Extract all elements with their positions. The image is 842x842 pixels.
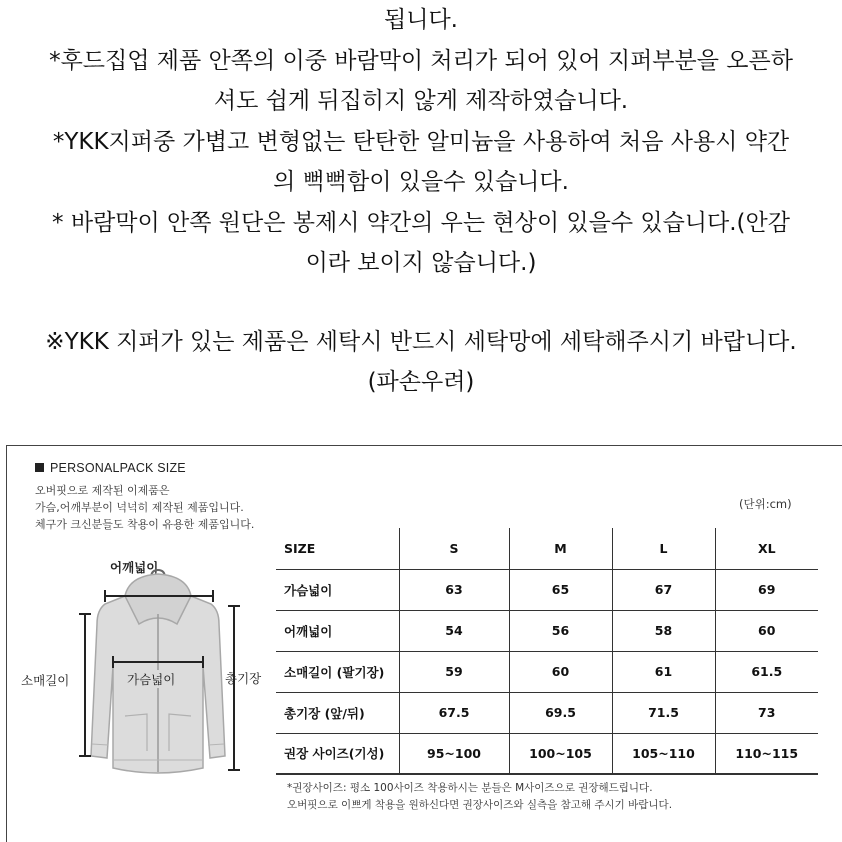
size-table	[276, 528, 818, 775]
note-line: 됩니다.	[384, 7, 458, 33]
table-row	[276, 692, 818, 733]
row-label: 어깨넓이	[276, 610, 399, 651]
table-header-cell: L	[612, 528, 715, 569]
table-header-cell: S	[399, 528, 509, 569]
table-header-cell: M	[509, 528, 612, 569]
table-cell: 69.5	[509, 692, 612, 733]
row-label: 총기장 (앞/뒤)	[276, 692, 399, 733]
table-cell: 67.5	[399, 692, 509, 733]
table-cell: 60	[509, 651, 612, 692]
hoodie-illustration	[7, 546, 277, 842]
row-label: 가슴넓이	[276, 569, 399, 610]
size-chart-title	[35, 461, 186, 475]
size-footnote	[287, 780, 672, 814]
size-chart-title-text: PERSONALPACK SIZE	[50, 461, 186, 475]
table-cell: 54	[399, 610, 509, 651]
table-cell: 73	[715, 692, 818, 733]
note-line: 의 뻑뻑함이 있을수 있습니다.	[273, 169, 569, 195]
length-label: 총기장	[225, 671, 262, 686]
note-line: * 바람막이 안쪽 원단은 봉제시 약간의 우는 현상이 있을수 있습니다.(안감	[52, 209, 790, 236]
sleeve-label: 소매길이	[21, 673, 70, 688]
wash-note-line: ※YKK 지퍼가 있는 제품은 세탁시 반드시 세탁망에 세탁해주시기 바랍니다.	[45, 328, 797, 355]
table-cell: 60	[715, 610, 818, 651]
table-cell: 63	[399, 569, 509, 610]
intro-line: 체구가 크신분들도 착용이 유용한 제품입니다.	[35, 518, 255, 531]
note-line: *후드집업 제품 안쪽의 이중 바람막이 처리가 되어 있어 지퍼부분을 오픈하	[49, 47, 793, 74]
table-cell: 105~110	[612, 733, 715, 774]
table-header-cell: XL	[715, 528, 818, 569]
table-cell: 58	[612, 610, 715, 651]
table-cell: 67	[612, 569, 715, 610]
row-label: 소매길이 (팔기장)	[276, 651, 399, 692]
table-cell: 65	[509, 569, 612, 610]
table-cell: 71.5	[612, 692, 715, 733]
table-row	[276, 733, 818, 774]
table-row	[276, 569, 818, 610]
table-cell: 110~115	[715, 733, 818, 774]
spacer	[0, 284, 842, 322]
square-bullet-icon	[35, 463, 44, 472]
table-cell: 100~105	[509, 733, 612, 774]
intro-line: 가슴,어깨부분이 넉넉히 제작된 제품입니다.	[35, 501, 244, 514]
table-cell: 61	[612, 651, 715, 692]
note-line: 이라 보이지 않습니다.)	[305, 250, 537, 276]
chest-label: 가슴넓이	[127, 672, 176, 687]
note-line: *YKK지퍼중 가볍고 변형없는 탄탄한 알미늄을 사용하여 처음 사용시 약간	[52, 128, 790, 155]
table-cell: 95~100	[399, 733, 509, 774]
product-notes	[0, 0, 842, 403]
unit-label: (단위:cm)	[739, 497, 792, 511]
table-row	[276, 651, 818, 692]
footnote-line: 오버핏으로 이쁘게 착용을 원하신다면 권장사이즈와 실측을 참고해 주시기 바랍니다.	[287, 799, 673, 811]
note-line: 셔도 쉽게 뒤집히지 않게 제작하였습니다.	[213, 88, 629, 114]
row-label: 권장 사이즈(기성)	[276, 733, 399, 774]
footnote-line: *권장사이즈: 평소 100사이즈 착용하시는 분들은 M사이즈으로 권장해드립니다.	[287, 782, 653, 794]
intro-line: 오버핏으로 제작된 이제품은	[35, 484, 170, 497]
table-cell: 61.5	[715, 651, 818, 692]
table-header-row	[276, 528, 818, 569]
table-cell: 69	[715, 569, 818, 610]
table-header-cell: SIZE	[284, 540, 316, 556]
shoulder-label: 어깨넓이	[110, 560, 159, 575]
hoodie-drawing	[7, 546, 277, 842]
size-chart-panel	[6, 445, 842, 842]
table-cell: 56	[509, 610, 612, 651]
table-cell: 59	[399, 651, 509, 692]
size-chart-intro	[35, 482, 254, 533]
table-row	[276, 610, 818, 651]
wash-note-line: (파손우려)	[367, 369, 475, 395]
